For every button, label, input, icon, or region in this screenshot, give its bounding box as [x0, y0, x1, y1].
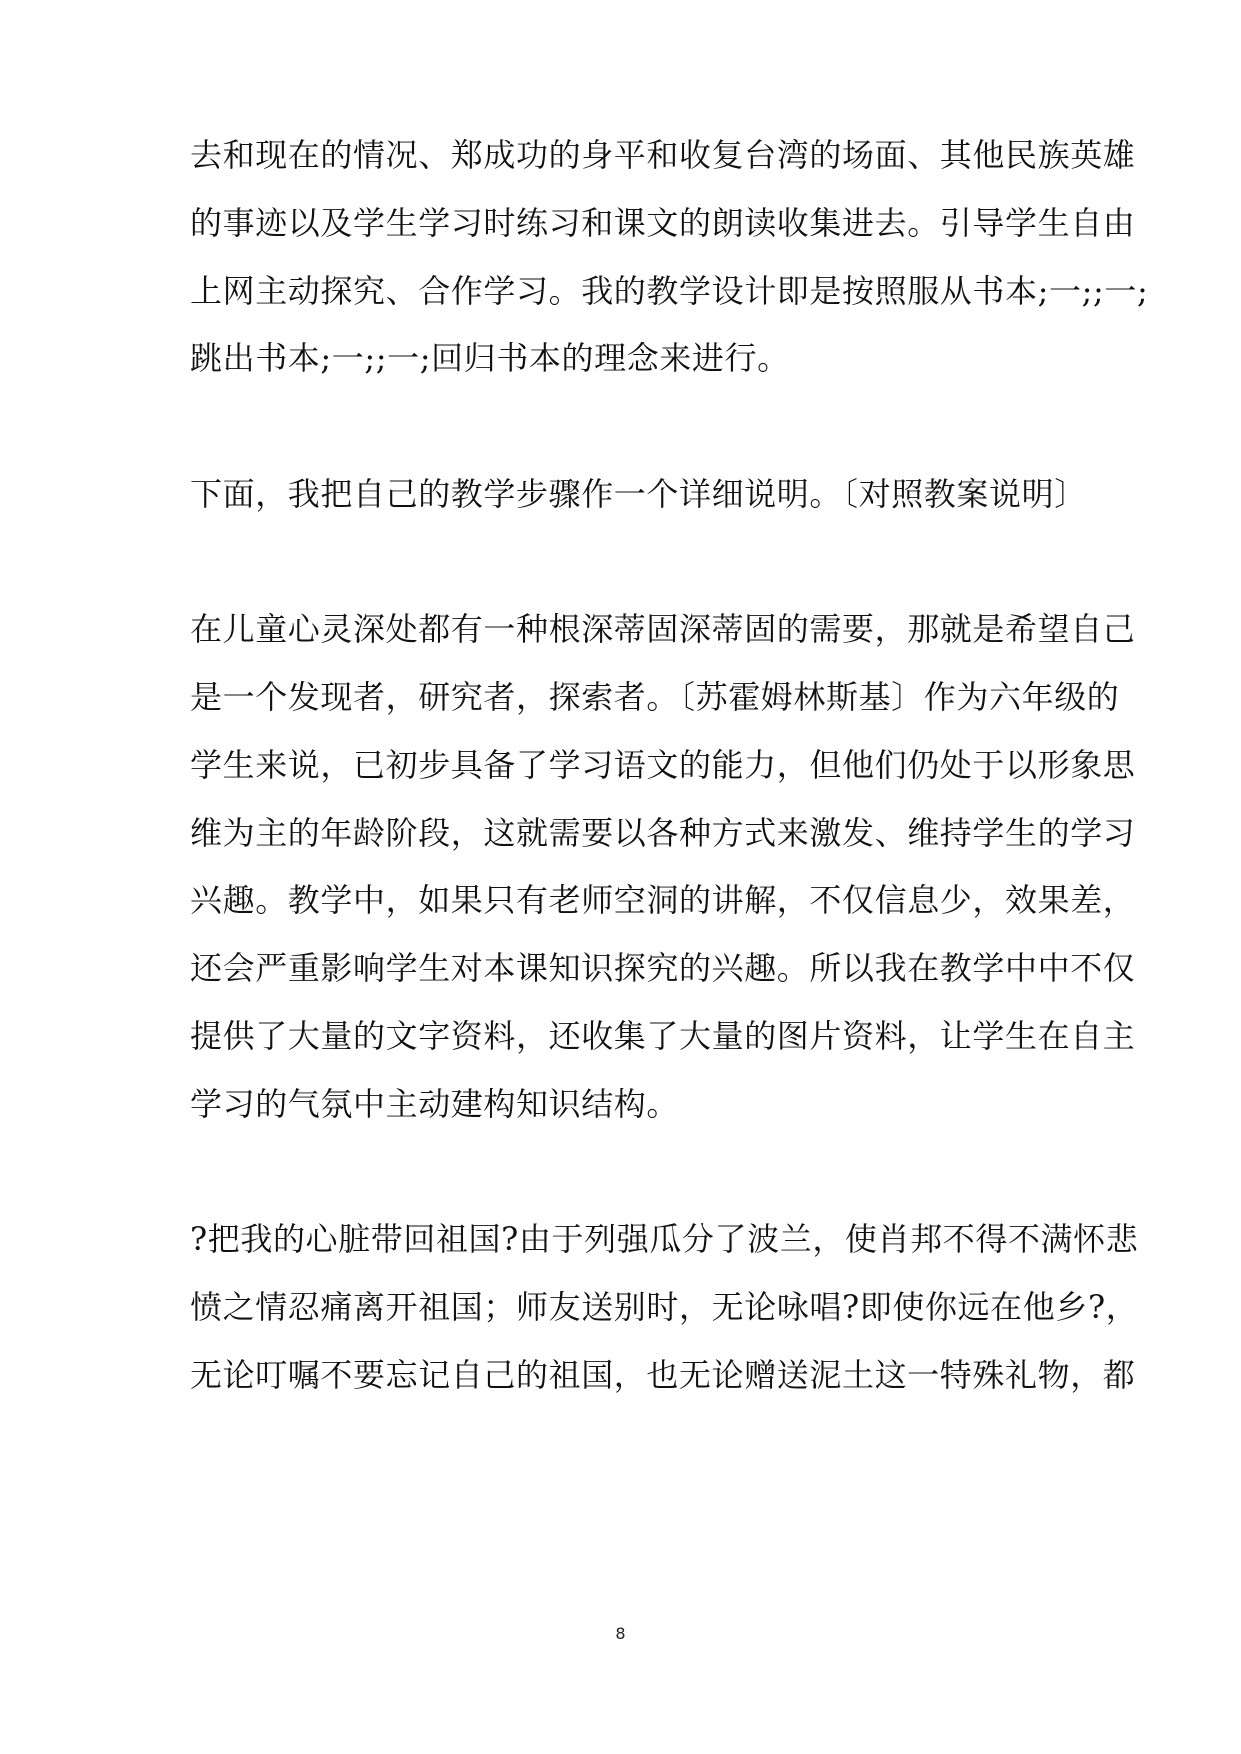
- text-line: 在儿童心灵深处都有一种根深蒂固深蒂固的需要，那就是希望自己: [190, 610, 1136, 648]
- text-line: 还会严重影响学生对本课知识探究的兴趣。所以我在教学中中不仅: [190, 949, 1136, 987]
- text-line: 下面，我把自己的教学步骤作一个详细说明。〔对照教案说明〕: [190, 475, 1087, 513]
- text-line: 去和现在的情况、郑成功的身平和收复台湾的场面、其他民族英雄: [190, 136, 1136, 174]
- text-line: 兴趣。教学中，如果只有老师空洞的讲解，不仅信息少，效果差，: [190, 881, 1136, 919]
- text-line: ?把我的心脏带回祖国?由于列强瓜分了波兰，使肖邦不得不满怀悲: [190, 1220, 1139, 1258]
- text-line: 的事迹以及学生学习时练习和课文的朗读收集进去。引导学生自由: [190, 204, 1136, 242]
- text-line: 学生来说，已初步具备了学习语文的能力，但他们仍处于以形象思: [190, 746, 1136, 784]
- text-line: 无论叮嘱不要忘记自己的祖国，也无论赠送泥土这一特殊礼物，都: [190, 1356, 1136, 1394]
- text-line: 上网主动探究、合作学习。我的教学设计即是按照服从书本;一;;一;: [190, 272, 1149, 310]
- text-line: 跳出书本;一;;一;回归书本的理念来进行。: [190, 339, 790, 377]
- text-line: 提供了大量的文字资料，还收集了大量的图片资料，让学生在自主: [190, 1017, 1136, 1055]
- page-number: 8: [615, 1624, 626, 1643]
- text-line: 愤之情忍痛离开祖国；师友送别时，无论咏唱?即使你远在他乡?，: [190, 1288, 1139, 1326]
- text-line: 学习的气氛中主动建构知识结构。: [190, 1085, 680, 1123]
- text-line: 是一个发现者，研究者，探索者。〔苏霍姆林斯基〕作为六年级的: [190, 678, 1120, 716]
- text-line: 维为主的年龄阶段，这就需要以各种方式来激发、维持学生的学习: [190, 814, 1136, 852]
